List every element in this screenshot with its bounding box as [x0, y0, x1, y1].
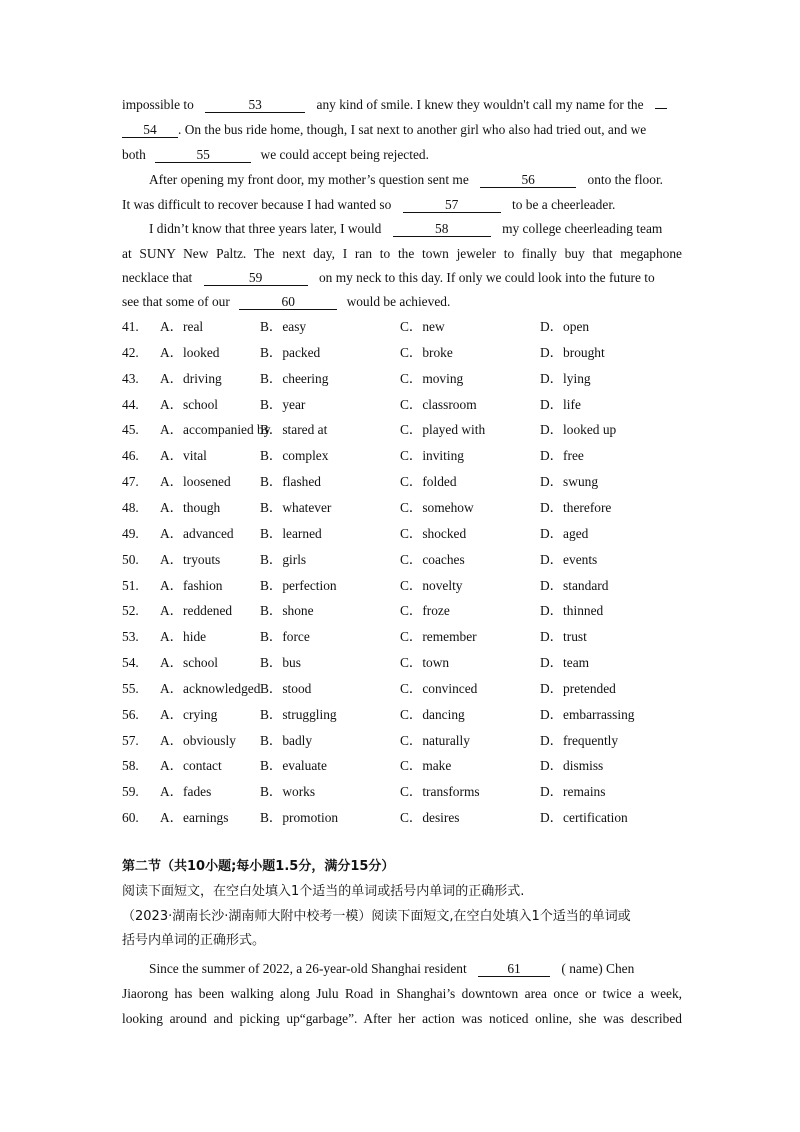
question-number: 51. [122, 577, 139, 593]
option-a: A．hide [160, 629, 207, 645]
question-number: 48. [122, 499, 139, 515]
blank-61: 61 [478, 961, 550, 977]
question-number: 43. [122, 370, 139, 386]
question-number: 54. [122, 655, 139, 671]
question-number: 50. [122, 551, 139, 567]
option-b: B．girls [260, 551, 307, 567]
passage-line-5 [122, 196, 682, 214]
option-b: B．struggling [260, 706, 337, 722]
question-number: 44. [122, 396, 139, 412]
option-c: C．classroom [400, 396, 477, 412]
option-d: D．looked up [540, 422, 617, 438]
passage2-line-1 [149, 960, 681, 978]
option-b: B．whatever [260, 499, 332, 515]
text-segment: onto the floor. [587, 172, 664, 187]
option-d: D．therefore [540, 499, 612, 515]
option-d: D．remains [540, 784, 606, 800]
text-segment: at SUNY New Paltz. The next day, I ran to the town jeweler to finally buy that megaphone [122, 246, 682, 261]
passage-line-3 [122, 146, 682, 164]
option-a: A．school [160, 655, 219, 671]
option-c: C．convinced [400, 680, 478, 696]
text-segment: It was difficult to recover because I had wanted so [122, 197, 392, 212]
option-d: D．frequently [540, 732, 619, 748]
option-b: B．easy [260, 319, 307, 334]
option-c: C．folded [400, 474, 457, 490]
text-segment: . On the bus ride home, though, I sat next to another girl who also had tried out, and we [178, 122, 647, 137]
option-d: D．embarrassing [540, 706, 635, 722]
option-c: C．froze [400, 603, 450, 619]
option-c: C．broke [400, 344, 453, 360]
text-segment: necklace that [122, 270, 193, 285]
section-heading: 第二节（共10小题;每小题1.5分，满分15分） [122, 859, 395, 874]
option-d: D．thinned [540, 603, 604, 619]
passage2-line-3: looking around and picking up“garbage”. After her action was noticed online, she was described [122, 1011, 682, 1026]
blank-60: 60 [239, 294, 337, 310]
text-segment: on my neck to this day. If only we could look into the future to [318, 270, 655, 285]
passage-line-7 [122, 245, 682, 263]
option-b: B．learned [260, 525, 322, 541]
passage-line-1 [122, 96, 682, 114]
question-number: 52. [122, 603, 139, 619]
option-a: A．tryouts [160, 551, 221, 567]
option-a: A．looked [160, 344, 220, 360]
option-b: B．badly [260, 732, 313, 748]
option-b: B．bus [260, 655, 301, 671]
option-b: B．promotion [260, 810, 339, 826]
text-segment: impossible to [122, 97, 194, 112]
option-d: D．free [540, 448, 584, 464]
option-c: C．dancing [400, 706, 465, 722]
option-c: C．coaches [400, 551, 465, 567]
option-d: D．brought [540, 344, 605, 360]
text-segment: I didn’t know that three years later, I would [149, 221, 382, 236]
option-d: D．swung [540, 474, 599, 490]
text-segment: ( name) Chen [561, 961, 635, 976]
option-c: C．somehow [400, 499, 474, 515]
option-b: B．year [260, 396, 306, 412]
text-segment: my college cheerleading team [502, 221, 663, 236]
source-note-line-2: 括号内单词的正确形式。 [122, 933, 266, 948]
text-segment: to be a cheerleader. [512, 197, 616, 212]
text-segment: would be achieved. [346, 294, 451, 309]
text-segment: any kind of smile. I knew they wouldn't call my name for the [316, 97, 644, 112]
text-segment: After opening my front door, my mother’s question sent me [149, 172, 469, 187]
option-c: C．desires [400, 810, 460, 826]
blank-54: 54 [122, 122, 178, 138]
passage-line-2 [122, 121, 682, 139]
section-instruction: 阅读下面短文，在空白处填入1个适当的单词或括号内单词的正确形式. [122, 884, 525, 899]
question-number: 53. [122, 629, 139, 645]
option-b: B．evaluate [260, 758, 327, 774]
option-b: B．flashed [260, 474, 321, 490]
question-number: 59. [122, 784, 139, 800]
option-a: A．fashion [160, 577, 223, 593]
option-d: D．standard [540, 577, 609, 593]
blank-55: 55 [155, 147, 251, 163]
option-a: A．loosened [160, 474, 231, 490]
option-d: D．team [540, 655, 590, 671]
question-number: 46. [122, 448, 139, 464]
option-c: C．town [400, 655, 450, 671]
option-b: B．stood [260, 680, 312, 696]
question-number: 56. [122, 706, 139, 722]
option-d: D．dismiss [540, 758, 604, 774]
question-number: 60. [122, 810, 139, 826]
option-b: B．packed [260, 344, 321, 360]
question-number: 55. [122, 680, 139, 696]
option-a: A．earnings [160, 810, 229, 826]
option-c: C．transforms [400, 784, 480, 800]
option-c: C．naturally [400, 732, 470, 748]
option-a: A．reddened [160, 603, 233, 619]
passage-line-8 [122, 269, 682, 287]
option-a: A．acknowledged [160, 680, 261, 696]
option-a: A．obviously [160, 732, 236, 748]
option-a: A．accompanied by [160, 422, 271, 438]
passage-line-9 [122, 293, 682, 311]
option-a: A．school [160, 396, 219, 412]
option-c: C．played with [400, 422, 486, 438]
text-segment: we could accept being rejected. [260, 147, 429, 162]
question-number: 42. [122, 344, 139, 360]
blank-53: 53 [205, 97, 305, 113]
blank-58: 58 [393, 221, 491, 237]
option-d: D．life [540, 396, 581, 412]
option-c: C．inviting [400, 448, 464, 464]
blank-57: 57 [403, 197, 501, 213]
option-d: D．events [540, 551, 598, 567]
source-note-line-1: （2023·湖南长沙·湖南师大附中校考一模）阅读下面短文,在空白处填入1个适当的单词或 [122, 909, 631, 924]
option-c: C．make [400, 758, 452, 774]
option-b: B．perfection [260, 577, 337, 593]
passage-line-4 [149, 171, 681, 189]
blank-59: 59 [204, 270, 308, 286]
option-a: A．though [160, 499, 221, 515]
option-c: C．new [400, 319, 445, 334]
passage2-line-2: Jiaorong has been walking along Julu Road in Shanghai’s downtown area once or twice a week, [122, 986, 682, 1001]
option-a: A．fades [160, 784, 212, 800]
option-c: C．moving [400, 370, 464, 386]
option-c: C．novelty [400, 577, 463, 593]
text-segment: both [122, 147, 146, 162]
question-number: 45. [122, 422, 139, 438]
text-segment: Since the summer of 2022, a 26-year-old Shanghai resident [149, 961, 467, 976]
question-number: 57. [122, 732, 139, 748]
option-b: B．complex [260, 448, 329, 464]
option-d: D．lying [540, 370, 591, 386]
question-number: 41. [122, 319, 139, 334]
option-a: A．driving [160, 370, 222, 386]
passage-line-6 [149, 220, 681, 238]
option-b: B．works [260, 784, 316, 800]
question-number: 49. [122, 525, 139, 541]
option-b: B．force [260, 629, 310, 645]
option-c: C．remember [400, 629, 477, 645]
option-a: A．real [160, 319, 204, 334]
blank-56: 56 [480, 172, 576, 188]
option-d: D．pretended [540, 680, 616, 696]
question-number: 47. [122, 474, 139, 490]
option-a: A．vital [160, 448, 207, 464]
option-d: D．trust [540, 629, 587, 645]
option-b: B．cheering [260, 370, 329, 386]
option-a: A．contact [160, 758, 222, 774]
option-d: D．open [540, 319, 590, 334]
option-b: B．stared at [260, 422, 328, 438]
option-d: D．certification [540, 810, 628, 826]
blank-54-start [655, 108, 667, 109]
option-a: A．crying [160, 706, 218, 722]
option-a: A．advanced [160, 525, 234, 541]
question-number: 58. [122, 758, 139, 774]
text-segment: see that some of our [122, 294, 230, 309]
option-c: C．shocked [400, 525, 467, 541]
option-d: D．aged [540, 525, 589, 541]
option-b: B．shone [260, 603, 314, 619]
